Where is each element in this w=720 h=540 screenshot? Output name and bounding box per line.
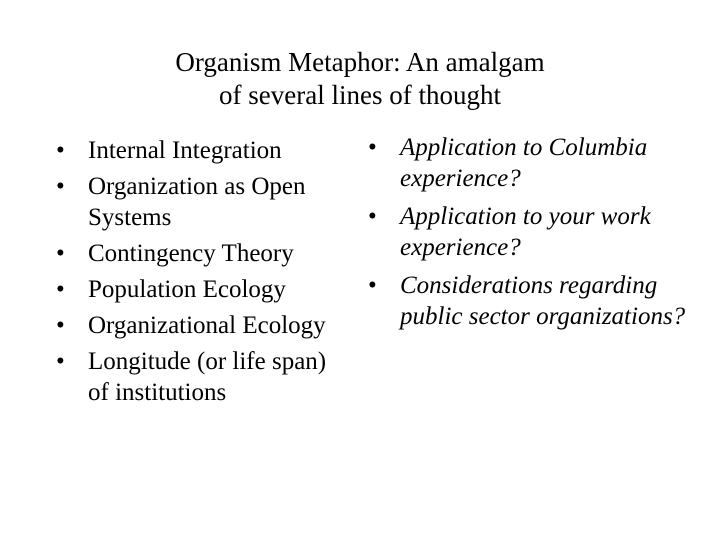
left-list-item-label: Contingency Theory bbox=[88, 240, 294, 267]
slide-title-line-2: of several lines of thought bbox=[219, 80, 501, 110]
right-list-item bbox=[368, 132, 690, 194]
slide-title-line-1: Organism Metaphor: An amalgam bbox=[175, 47, 545, 77]
left-list-item-label: Organization as Open Systems bbox=[88, 173, 306, 231]
bullet-icon: • bbox=[368, 272, 377, 299]
left-list-item bbox=[56, 274, 348, 305]
right-list-item-label: Application to Columbia experience? bbox=[400, 134, 648, 192]
left-list-item bbox=[56, 346, 348, 408]
right-list-item-label: Considerations regarding public sector organizations? bbox=[400, 272, 686, 330]
slide-title bbox=[110, 46, 610, 112]
left-bullet-list bbox=[56, 135, 348, 413]
left-list-item bbox=[56, 135, 348, 166]
right-list-item bbox=[368, 270, 690, 332]
bullet-icon: • bbox=[56, 173, 65, 200]
left-list-item bbox=[56, 310, 348, 341]
right-list-item bbox=[368, 201, 690, 263]
bullet-icon: • bbox=[368, 134, 377, 161]
bullet-icon: • bbox=[56, 276, 65, 303]
left-list-item-label: Longitude (or life span) of institutions bbox=[88, 348, 327, 406]
left-list-item bbox=[56, 171, 348, 233]
bullet-icon: • bbox=[56, 348, 65, 375]
bullet-icon: • bbox=[368, 203, 377, 230]
left-list-item-label: Internal Integration bbox=[88, 137, 282, 164]
bullet-icon: • bbox=[56, 137, 65, 164]
left-list-item bbox=[56, 238, 348, 269]
left-list-item-label: Organizational Ecology bbox=[88, 312, 326, 339]
bullet-icon: • bbox=[56, 312, 65, 339]
left-list-item-label: Population Ecology bbox=[88, 276, 286, 303]
right-bullet-list bbox=[368, 132, 690, 339]
right-list-item-label: Application to your work experience? bbox=[400, 203, 651, 261]
bullet-icon: • bbox=[56, 240, 65, 267]
